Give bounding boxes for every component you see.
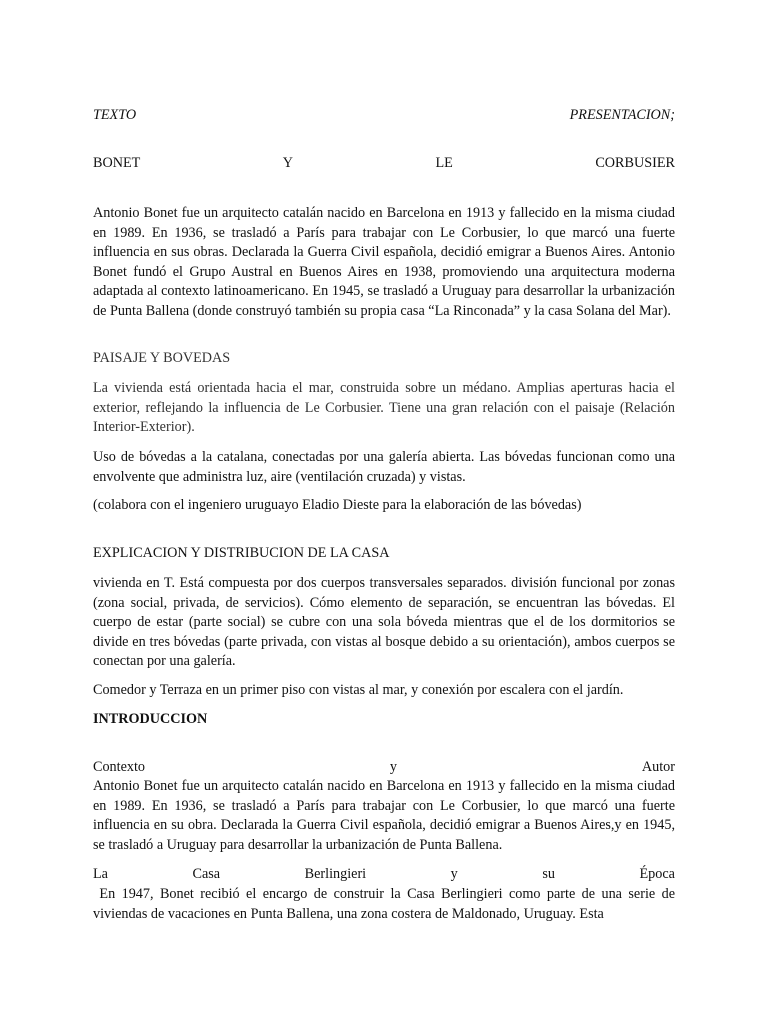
context-word: y: [389, 759, 397, 775]
casa-word: Época: [639, 866, 675, 882]
paisaje-heading: PAISAJE Y BOVEDAS: [93, 350, 231, 366]
introduccion-paragraph-1: Antonio Bonet fue un arquitecto catalán nacido en Barcelona en 1913 y fallecido en la misma ciudad en 1989. En 1936, se trasladó a París para trabajar con Le Corbusier, lo que marcó una fuerte influencia en su obra. Declarada la Guerra Civil española, decidió emigrar a Buenos Aires,y en 1945, se trasladó a Uruguay para desarrollar la urbanización de Punta Ballena.: [93, 778, 675, 853]
casa-word: y: [450, 866, 458, 882]
casa-word: su: [542, 866, 555, 882]
explicacion-heading: EXPLICACION Y DISTRIBUCION DE LA CASA: [93, 545, 390, 561]
casa-word: Berlingieri: [304, 866, 367, 882]
title-word: BONET: [93, 155, 141, 171]
header-right: PRESENTACION;: [569, 107, 675, 123]
casa-word: Casa: [192, 866, 221, 882]
context-line: [93, 759, 675, 776]
context-word: Autor: [641, 759, 675, 775]
title-line: [93, 155, 675, 172]
casa-word: La: [93, 866, 108, 882]
introduccion-paragraph-2: En 1947, Bonet recibió el encargo de construir la Casa Berlingieri como parte de una serie de viviendas de vacaciones en Punta Ballena, una zona costera de Maldonado, Uruguay. Esta: [93, 886, 679, 922]
header-left: TEXTO: [93, 107, 137, 123]
paisaje-paragraph-3: (colabora con el ingeniero uruguayo Eladio Dieste para la elaboración de las bóvedas): [93, 497, 582, 513]
header-line: [93, 107, 675, 124]
paisaje-paragraph-1: La vivienda está orientada hacia el mar, construida sobre un médano. Amplias aperturas hacia el exterior, reflejando la influencia de Le Corbusier. Tiene una gran relación con el paisaje (Relación Interior-Exterior).: [93, 380, 675, 436]
title-word: CORBUSIER: [595, 155, 675, 171]
title-word: LE: [435, 155, 453, 171]
casa-line: [93, 866, 675, 883]
explicacion-paragraph-1: vivienda en T. Está compuesta por dos cuerpos transversales separados. división funcional por zonas (zona social, privada, de servicios). Cómo elemento de separación, se encuentran las bóvedas. El cuerpo de estar (parte social) se cubre con una sola bóveda mientras que el de los dormitorios se divide en tres bóvedas (parte privada, con vistas al bosque debido a su orientación), ambos cuerpos se conectan por una galería.: [93, 575, 675, 670]
introduccion-heading: INTRODUCCION: [93, 711, 208, 727]
paisaje-paragraph-2: Uso de bóvedas a la catalana, conectadas por una galería abierta. Las bóvedas funcionan como una envolvente que administra luz, aire (ventilación cruzada) y vistas.: [93, 449, 675, 485]
context-word: Contexto: [93, 759, 146, 775]
title-word: Y: [282, 155, 294, 171]
explicacion-paragraph-2: Comedor y Terraza en un primer piso con vistas al mar, y conexión por escalera con el jardín.: [93, 682, 624, 698]
intro-paragraph: Antonio Bonet fue un arquitecto catalán nacido en Barcelona en 1913 y fallecido en la misma ciudad en 1989. En 1936, se trasladó a París para trabajar con Le Corbusier, lo que marcó una fuerte influencia en sus obras. Declarada la Guerra Civil española, decidió emigrar a Buenos Aires. Antonio Bonet fundó el Grupo Austral en Buenos Aires en 1938, promoviendo una arquitectura moderna adaptada al contexto latinoamericano. En 1945, se trasladó a Uruguay para desarrollar la urbanización de Punta Ballena (donde construyó también su propia casa “La Rinconada” y la casa Solana del Mar).: [93, 205, 675, 319]
